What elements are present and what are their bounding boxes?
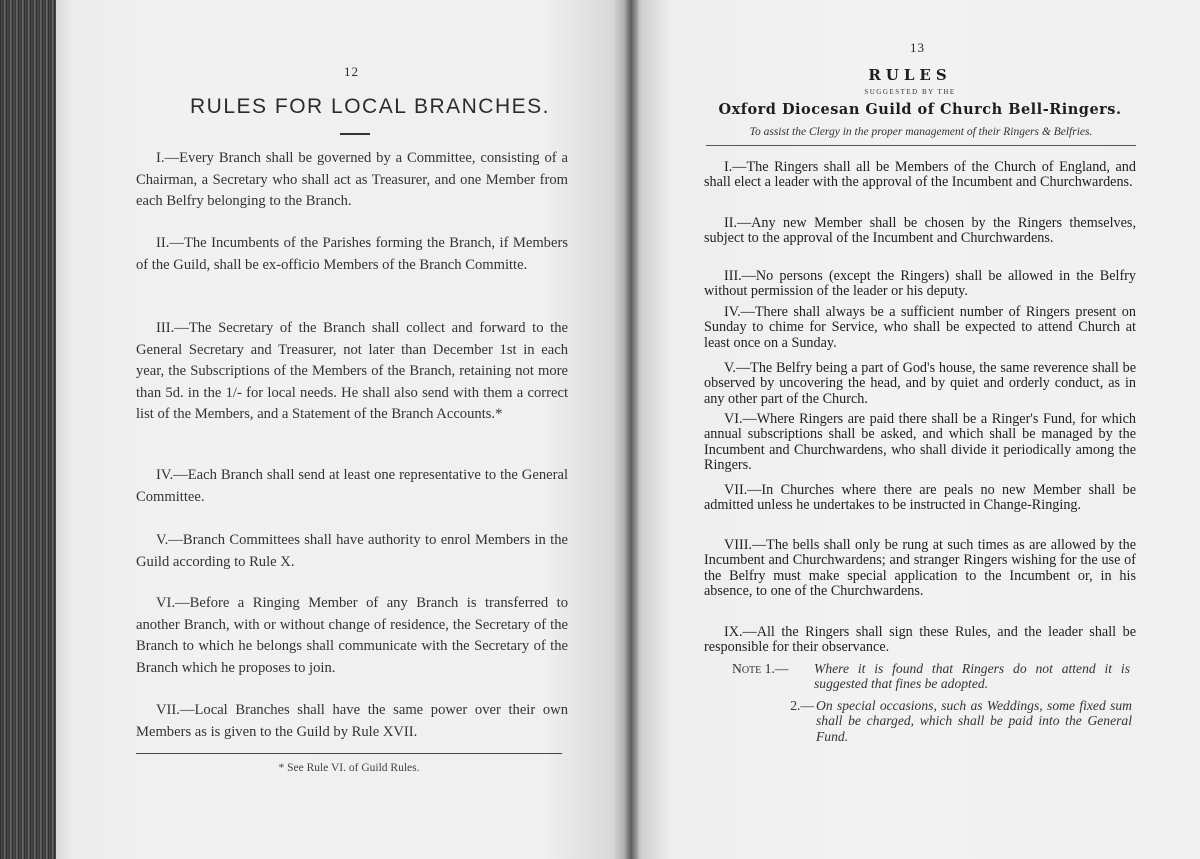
heading-divider (706, 145, 1136, 146)
book-gutter (624, 0, 638, 859)
rules-subtitle: To assist the Clergy in the proper management of their Ringers & Belfries. (749, 126, 1093, 138)
local-rule-6: VI.—Before a Ringing Member of any Branch is transferred to another Branch, with or without change of residence, the Secretary of the Branch to which he belongs shall communicate with the Secretary of the Branch which he proposes to join. (136, 595, 568, 676)
ringer-rule-4: IV.—There shall always be a sufficient number of Ringers present on Sunday to chime for Service, who shall be expected to attend Church at least once on a Sunday. (704, 304, 1136, 351)
page-edges (0, 0, 62, 859)
local-rule-2: II.—The Incumbents of the Parishes forming the Branch, if Members of the Guild, shall be ex-officio Members of the Branch Committe. (136, 235, 568, 273)
ringer-rule-9: IX.—All the Ringers shall sign these Rules, and the leader shall be responsible for their observance. (704, 624, 1136, 656)
ringer-rule-8: VIII.—The bells shall only be rung at such times as are allowed by the Incumbent and Churchwardens; and stranger Ringers wishing for the use of the Belfry must make special application to the Incumbent or, in his absence, to one of the Churchwardens. (704, 537, 1136, 600)
footnote-divider (136, 753, 562, 754)
footnote: * See Rule VI. of Guild Rules. (278, 762, 420, 774)
note-1-label: Note 1.— (732, 661, 789, 676)
local-rule-3: III.—The Secretary of the Branch shall collect and forward to the General Secretary and Treasurer, not later than December 1st in each year, the Subscriptions of the Members of the Branch, retaining not more than 5d. in the 1/- for local needs. He shall also send with them a correct list of the Members, and a Statement of the Branch Accounts.* (136, 320, 568, 422)
note-2-label: 2.— (790, 698, 814, 713)
ringer-rule-2: II.—Any new Member shall be chosen by the Ringers themselves, subject to the approval of the Incumbent and Churchwardens. (704, 215, 1136, 247)
suggested-by-line: SUGGESTED BY THE (864, 88, 956, 96)
title-divider (340, 133, 370, 135)
local-rule-7: VII.—Local Branches shall have the same power over their own Members as is given to the Guild by Rule XVII. (136, 702, 568, 740)
rules-heading: RULES (868, 66, 952, 84)
local-rule-1: I.—Every Branch shall be governed by a Committee, consisting of a Chairman, a Secretary who shall act as Treasurer, and one Member from each Belfry belonging to the Branch. (136, 150, 568, 209)
ringer-rule-5: V.—The Belfry being a part of God's house, the same reverence shall be observed by uncovering the head, and by quiet and orderly conduct, as in any other part of the Church. (704, 360, 1136, 407)
note-2 (732, 698, 1136, 744)
left-page-number: 12 (344, 64, 359, 79)
left-page-title: RULES FOR LOCAL BRANCHES. (190, 95, 550, 118)
note-2-text: On special occasions, such as Weddings, some fixed sum shall be charged, which shall be paid into the General Fund. (816, 698, 1132, 744)
note-1 (732, 661, 1136, 692)
ringer-rule-1: I.—The Ringers shall all be Members of the Church of England, and shall elect a leader with the approval of the Incumbent and Churchwardens. (704, 159, 1136, 191)
ringer-rule-7: VII.—In Churches where there are peals no new Member shall be admitted unless he undertakes to be instructed in Change-Ringing. (704, 482, 1136, 514)
note-1-text: Where it is found that Ringers do not attend it is suggested that fines be adopted. (814, 661, 1130, 692)
guild-name: Oxford Diocesan Guild of Church Bell-Ringers. (718, 101, 1122, 118)
local-rule-4: IV.—Each Branch shall send at least one representative to the General Committee. (136, 467, 568, 505)
local-rule-5: V.—Branch Committees shall have authority to enrol Members in the Guild according to Rule X. (136, 532, 568, 570)
ringer-rule-3: III.—No persons (except the Ringers) shall be allowed in the Belfry without permission of the leader or his deputy. (704, 268, 1136, 300)
right-page-number: 13 (910, 40, 925, 55)
ringer-rule-6: VI.—Where Ringers are paid there shall be a Ringer's Fund, for which annual subscriptions shall be asked, and which shall be managed by the Incumbent and Churchwardens, who shall divide it periodically among the Ringers. (704, 411, 1136, 474)
